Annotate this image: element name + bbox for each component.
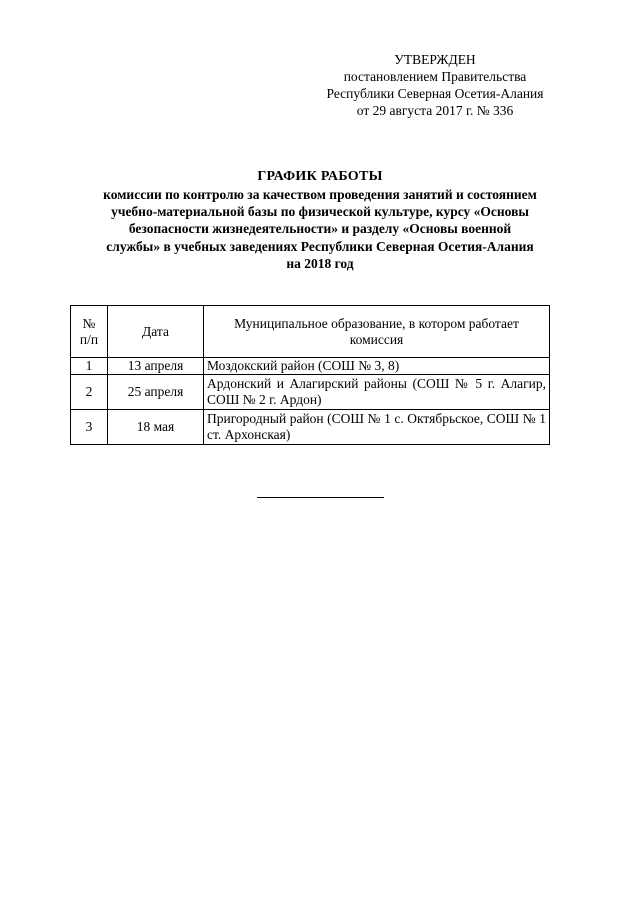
row-municipality: Моздокский район (СОШ № 3, 8) [204, 358, 550, 375]
table-row [71, 375, 550, 410]
schedule-table [70, 305, 550, 445]
approval-republic-line: Республики Северная Осетия-Алания [326, 86, 544, 101]
header-municipality: Муниципальное образование, в котором работает комиссия [204, 306, 550, 358]
approval-block [300, 51, 570, 119]
header-date: Дата [108, 306, 204, 358]
approval-resolution-line: постановлением Правительства [343, 69, 527, 84]
row-date: 18 мая [108, 410, 204, 445]
subtitle-line: учебно-материальной базы по физической культуре, курсу «Основы [111, 204, 529, 220]
subtitle-line: комиссии по контролю за качеством проведения занятий и состоянием [103, 187, 537, 202]
row-municipality: Ардонский и Алагирский районы (СОШ № 5 г. Алагир, СОШ № 2 г. Ардон) [204, 375, 550, 410]
header-number-abbr: п/п [79, 331, 99, 347]
row-number: 3 [71, 410, 108, 445]
row-number: 2 [71, 375, 108, 410]
table-row [71, 410, 550, 445]
row-municipality: Пригородный район (СОШ № 1 с. Октябрьское, СОШ № 1 ст. Архонская) [204, 410, 550, 445]
table-header-row [71, 306, 550, 358]
document-subtitle [70, 186, 570, 272]
row-number: 1 [71, 358, 108, 375]
row-date: 13 апреля [108, 358, 204, 375]
table-row [71, 358, 550, 375]
row-date: 25 апреля [108, 375, 204, 410]
document-title: ГРАФИК РАБОТЫ [257, 169, 383, 184]
header-number-symbol: № [82, 315, 96, 331]
approval-heading: УТВЕРЖДЕН [394, 52, 476, 67]
subtitle-line: службы» в учебных заведениях Республики Северная Осетия-Алания [106, 238, 534, 254]
closing-separator-line [257, 497, 384, 498]
header-number [71, 306, 108, 358]
approval-date-number-line: от 29 августа 2017 г. № 336 [356, 103, 514, 118]
subtitle-line: на 2018 год [286, 255, 354, 271]
subtitle-line: безопасности жизнедеятельности» и разделу «Основы военной [128, 221, 512, 237]
